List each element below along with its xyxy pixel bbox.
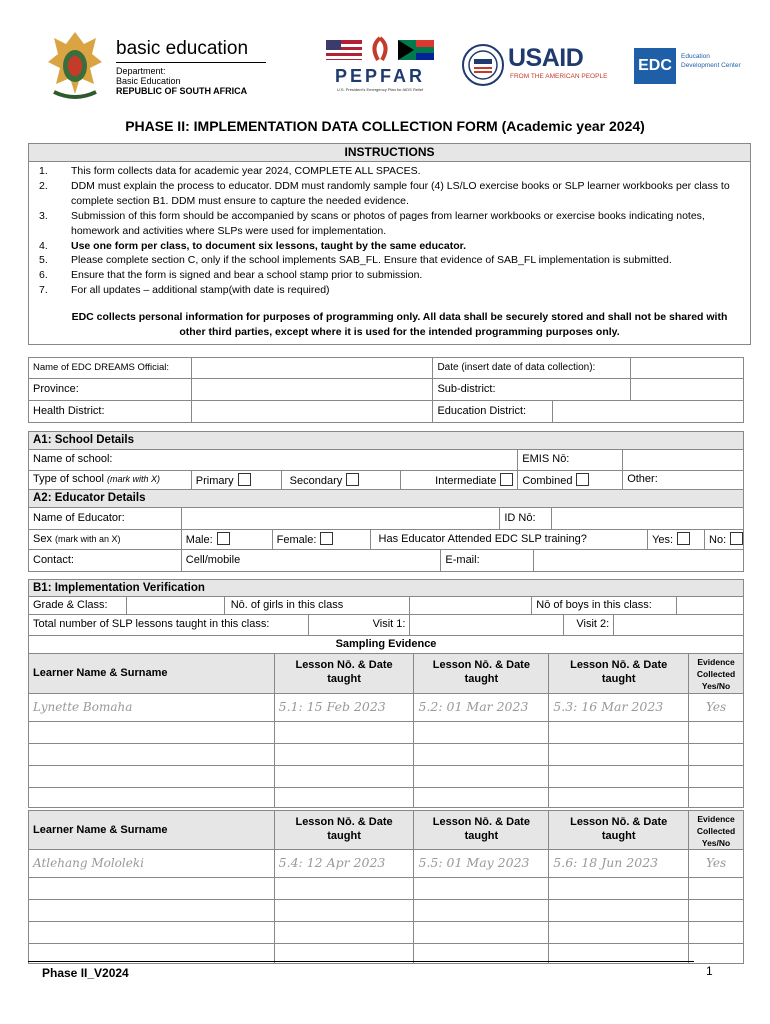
secondary-option[interactable] (282, 471, 402, 490)
t2-cell-l2[interactable] (414, 878, 549, 900)
t2-cell-l2[interactable]: 5.5: 01 May 2023 (414, 850, 549, 878)
combined-label: Combined (522, 475, 573, 487)
t2-cell-ev[interactable] (689, 900, 744, 922)
t2-cell-learner[interactable]: Atlehang Mololeki (29, 850, 275, 878)
yes-option[interactable] (648, 530, 705, 550)
t1-cell-l1[interactable] (275, 766, 415, 788)
dept-line-3: REPUBLIC OF SOUTH AFRICA (116, 86, 248, 96)
no-label: No: (709, 534, 727, 546)
t2-cell-learner[interactable] (29, 900, 275, 922)
instruction-number: 7. (39, 284, 48, 297)
dept-line-2: Basic Education (116, 76, 181, 86)
health-district-field[interactable] (192, 401, 434, 423)
secondary-label: Secondary (289, 475, 343, 487)
id-field[interactable] (552, 508, 744, 530)
t2-cell-learner[interactable] (29, 922, 275, 944)
boys-field[interactable] (677, 597, 744, 615)
t2-cell-l3[interactable] (549, 922, 689, 944)
t2-table-row (28, 850, 744, 878)
instruction-text: For all updates – additional stamp(with date is required) (71, 284, 330, 297)
t1-learner-header: Learner Name & Surname (29, 654, 275, 694)
t1-cell-l3[interactable]: 5.3: 16 Mar 2023 (549, 694, 689, 722)
instruction-number: 6. (39, 269, 48, 282)
footer-page-number: 1 (706, 964, 713, 978)
visit2-field[interactable] (614, 615, 744, 636)
t1-cell-l2[interactable] (414, 722, 549, 744)
school-type-hint: (mark with X) (107, 474, 161, 484)
female-option[interactable] (273, 530, 371, 550)
no-option[interactable] (705, 530, 744, 550)
t2-table-row (28, 922, 744, 944)
a2-heading: A2: Educator Details (29, 490, 744, 508)
school-type-label (29, 471, 192, 490)
primary-checkbox[interactable] (238, 473, 251, 486)
instruction-text: Submission of this form should be accompanied by scans or photos of pages from learner workbooks or exercise books indicating notes, homework and activities where SLPs were used for implementation. (71, 209, 705, 237)
educator-name-label: Name of Educator: (29, 508, 182, 530)
t1-cell-l1[interactable]: 5.1: 15 Feb 2023 (275, 694, 415, 722)
t2-lesson1-header: Lesson Nō. & Date taught (275, 811, 415, 850)
t1-cell-l3[interactable] (549, 788, 689, 808)
t2-evidence-header: Evidence Collected Yes/No (689, 811, 744, 850)
t1-cell-l3[interactable] (549, 766, 689, 788)
t2-cell-l1[interactable] (275, 900, 415, 922)
id-label: ID Nō: (500, 508, 552, 530)
intermediate-label: Intermediate (435, 475, 497, 487)
t1-cell-ev[interactable] (689, 722, 744, 744)
t2-cell-l2[interactable] (414, 922, 549, 944)
health-district-label: Health District: (29, 401, 192, 423)
school-name-label: Name of school: (29, 450, 518, 471)
grade-field[interactable] (127, 597, 225, 615)
t1-cell-learner[interactable] (29, 722, 275, 744)
province-label: Province: (29, 379, 192, 401)
b1-heading: B1: Implementation Verification (29, 580, 744, 597)
t2-cell-l2[interactable] (414, 900, 549, 922)
t2-cell-l3[interactable] (549, 878, 689, 900)
t2-cell-l3[interactable] (549, 900, 689, 922)
t2-cell-ev[interactable]: Yes (689, 850, 744, 878)
contact-label: Contact: (29, 550, 182, 572)
girls-label (225, 597, 411, 615)
t1-cell-l2[interactable] (414, 766, 549, 788)
instruction-text: DDM must explain the process to educator. DDM must randomly sample four (4) LS/LO exercise books or SLP learner workbooks per class to complete section B1. DDM must ensure to capture the needed evidence. (71, 179, 730, 207)
other-label: Other: (623, 471, 744, 490)
education-district-label: Education District: (433, 401, 553, 423)
t1-lesson2-header: Lesson Nō. & Date taught (414, 654, 549, 694)
subdistrict-field[interactable] (631, 379, 744, 401)
visit1-field[interactable] (410, 615, 564, 636)
total-lessons-label: Total number of SLP lessons taught in this class: (29, 615, 309, 636)
instruction-item (35, 283, 742, 298)
instruction-item (35, 164, 742, 179)
date-label (433, 358, 631, 379)
t1-cell-learner[interactable] (29, 788, 275, 808)
t2-lesson2-header: Lesson Nō. & Date taught (414, 811, 549, 850)
usaid-wordmark: USAID (508, 44, 584, 72)
t1-cell-learner[interactable] (29, 744, 275, 766)
intermediate-option[interactable] (401, 471, 518, 490)
t2-learner-header: Learner Name & Surname (29, 811, 275, 850)
usaid-seal-icon (462, 44, 504, 86)
girls-label-text: Nō. of girls in this class (230, 599, 344, 611)
t2-cell-l1[interactable] (275, 922, 415, 944)
girls-field[interactable] (410, 597, 532, 615)
male-checkbox[interactable] (217, 532, 230, 545)
province-field[interactable] (192, 379, 434, 401)
instruction-text: Ensure that the form is signed and bear a school stamp prior to submission. (71, 269, 423, 282)
instruction-item (35, 253, 742, 268)
female-label: Female: (276, 534, 317, 546)
visit2-label: Visit 2: (564, 615, 614, 636)
t1-cell-learner[interactable]: Lynette Bomaha (29, 694, 275, 722)
t2-cell-ev[interactable] (689, 922, 744, 944)
emis-label: EMIS Nō: (518, 450, 623, 471)
t2-lesson3-header: Lesson Nō. & Date taught (549, 811, 689, 850)
edc-tagline: Education Development Center (681, 53, 741, 69)
no-checkbox[interactable] (730, 532, 743, 545)
instruction-item (35, 209, 742, 239)
pepfar-wordmark: PEPFAR (334, 66, 426, 86)
sex-hint: (mark with an X) (55, 534, 121, 544)
instructions-heading: INSTRUCTIONS (29, 144, 750, 162)
usaid-tagline: FROM THE AMERICAN PEOPLE (510, 73, 608, 80)
t1-cell-l2[interactable]: 5.2: 01 Mar 2023 (414, 694, 549, 722)
t2-cell-learner[interactable] (29, 878, 275, 900)
t2-table-row (28, 878, 744, 900)
instruction-item (35, 179, 742, 209)
t1-table-row (28, 744, 744, 766)
combined-option[interactable] (518, 471, 623, 490)
educator-name-field[interactable] (182, 508, 501, 530)
t2-cell-ev[interactable] (689, 878, 744, 900)
official-label: Name of EDC DREAMS Official: (29, 358, 192, 379)
t1-cell-l1[interactable] (275, 722, 415, 744)
pepfar-tagline: U.S. President's Emergency Plan for AIDS Relief (336, 87, 424, 92)
instruction-item (35, 239, 742, 254)
t1-cell-l2[interactable] (414, 788, 549, 808)
boys-label: Nō of boys in this class: (532, 597, 677, 615)
email-field[interactable] (534, 550, 744, 572)
t1-cell-ev[interactable] (689, 744, 744, 766)
footer-divider (28, 961, 694, 962)
instruction-number: 5. (39, 254, 48, 267)
t2-table-row (28, 900, 744, 922)
t1-cell-l1[interactable] (275, 788, 415, 808)
t2-cell-l1[interactable]: 5.4: 12 Apr 2023 (275, 850, 415, 878)
sa-coat-of-arms-logo (44, 28, 106, 100)
dept-line-1: Department: (116, 66, 166, 76)
a1-heading: A1: School Details (29, 432, 744, 450)
pepfar-logo (324, 34, 436, 96)
date-label-text: Date (insert date of data collection): (437, 362, 596, 373)
basic-education-title: basic education (116, 38, 266, 63)
visit1-label: Visit 1: (309, 615, 411, 636)
instructions-list (29, 162, 750, 298)
male-option[interactable] (182, 530, 273, 550)
t1-cell-ev[interactable]: Yes (689, 694, 744, 722)
t1-table-row (28, 694, 744, 722)
t1-table-row (28, 766, 744, 788)
instruction-number: 4. (39, 239, 48, 252)
date-field[interactable] (631, 358, 744, 379)
page-title: PHASE II: IMPLEMENTATION DATA COLLECTION FORM (Academic year 2024) (125, 118, 645, 134)
instruction-number: 1. (39, 165, 48, 177)
primary-option[interactable] (192, 471, 282, 490)
yes-checkbox[interactable] (677, 532, 690, 545)
sampling-heading: Sampling Evidence (29, 636, 744, 654)
male-label: Male: (185, 534, 213, 546)
t2-cell-l1[interactable] (275, 878, 415, 900)
secondary-checkbox[interactable] (346, 473, 359, 486)
t1-cell-ev[interactable] (689, 766, 744, 788)
subdistrict-label: Sub-district: (433, 379, 631, 401)
email-label: E-mail: (441, 550, 534, 572)
edc-logo (634, 48, 676, 84)
t1-lesson1-header: Lesson Nō. & Date taught (275, 654, 415, 694)
cell-label: Cell/mobile (182, 550, 442, 572)
instruction-number: 2. (39, 179, 48, 192)
official-field[interactable] (192, 358, 434, 379)
instructions-box (28, 143, 751, 345)
instruction-text: Use one form per class, to document six lessons, taught by the same educator. (71, 239, 467, 252)
t1-table-row (28, 788, 744, 808)
t1-cell-l1[interactable] (275, 744, 415, 766)
edc-logo-text: EDC (638, 57, 672, 74)
yes-label: Yes: (652, 534, 674, 546)
school-type-text: Type of school (33, 473, 104, 485)
t1-cell-ev[interactable] (689, 788, 744, 808)
training-label: Has Educator Attended EDC SLP training? (371, 530, 649, 550)
female-checkbox[interactable] (320, 532, 333, 545)
intermediate-checkbox[interactable] (500, 473, 513, 486)
instruction-number: 3. (39, 209, 48, 222)
privacy-notice: EDC collects personal information for purposes of programming only. All data shall be securely stored and shall not be shared with other third parties, except where it is used for the intended programming purposes only. (71, 311, 728, 338)
grade-label: Grade & Class: (29, 597, 127, 615)
t1-lesson3-header: Lesson Nō. & Date taught (549, 654, 689, 694)
t1-cell-l3[interactable] (549, 722, 689, 744)
t1-table-row (28, 722, 744, 744)
primary-label: Primary (195, 475, 234, 487)
t1-cell-learner[interactable] (29, 766, 275, 788)
sex-label (29, 530, 182, 550)
emis-field[interactable] (623, 450, 744, 471)
t1-cell-l3[interactable] (549, 744, 689, 766)
instruction-text: This form collects data for academic year 2024, COMPLETE ALL SPACES. (71, 165, 421, 177)
footer-version: Phase II_V2024 (42, 966, 129, 980)
t1-evidence-header: Evidence Collected Yes/No (689, 654, 744, 694)
instruction-item (35, 268, 742, 283)
t2-cell-ev[interactable] (689, 944, 744, 964)
education-district-field[interactable] (553, 401, 744, 423)
t2-cell-l3[interactable]: 5.6: 18 Jun 2023 (549, 850, 689, 878)
sex-text: Sex (33, 533, 52, 545)
t1-cell-l2[interactable] (414, 744, 549, 766)
combined-checkbox[interactable] (576, 473, 589, 486)
instruction-text: Please complete section C, only if the school implements SAB_FL. Ensure that evidence of SAB_FL implementation is submitted. (71, 254, 672, 267)
